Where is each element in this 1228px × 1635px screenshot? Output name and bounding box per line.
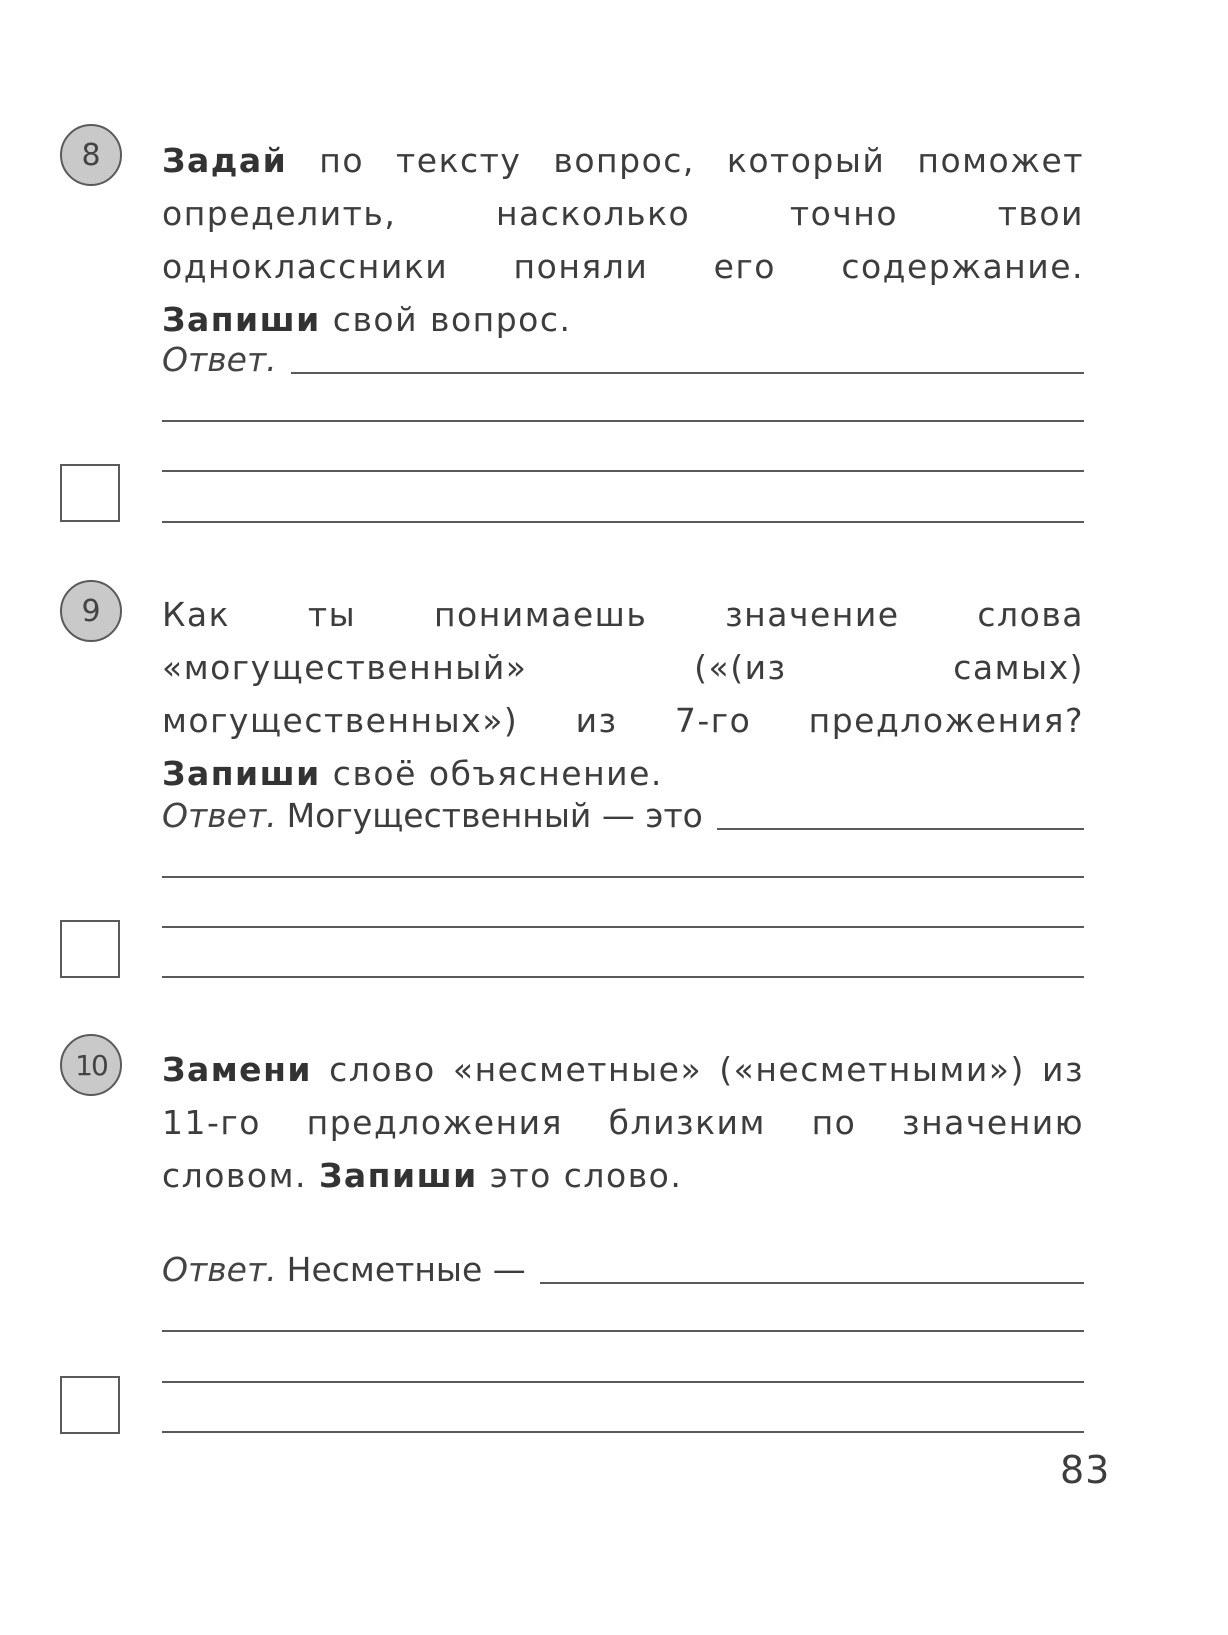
answer-prefix: Несметные — [286, 1250, 526, 1289]
answer-write-line[interactable] [162, 420, 1084, 422]
answer-label: Ответ. [162, 1250, 277, 1289]
page-number: 83 [1060, 1448, 1111, 1492]
task-instruction [162, 588, 1084, 800]
instruction-text: свой вопрос. [320, 300, 572, 339]
score-box[interactable] [60, 464, 120, 522]
score-box[interactable] [60, 920, 120, 978]
task-number-badge: 9 [60, 580, 122, 642]
instruction-text: это слово. [477, 1156, 683, 1195]
instruction-text: слово «несметные» («несметными») из 11-го предложения близким по значению словом. [162, 1050, 1084, 1195]
instruction-bold: Запиши [162, 754, 321, 793]
answer-write-line[interactable] [162, 976, 1084, 978]
task-number-badge: 10 [60, 1034, 122, 1096]
answer-first-line[interactable] [162, 1246, 1084, 1290]
instruction-text: своё объяснение. [320, 754, 663, 793]
answer-write-line[interactable] [162, 926, 1084, 928]
answer-label: Ответ. [162, 796, 277, 835]
score-box[interactable] [60, 1376, 120, 1434]
answer-prefix: Могущественный — это [286, 796, 703, 835]
answer-write-line[interactable] [162, 1330, 1084, 1332]
answer-first-line[interactable] [162, 792, 1084, 836]
answer-write-line[interactable] [162, 470, 1084, 472]
answer-write-line[interactable] [162, 1381, 1084, 1383]
instruction-bold: Запиши [162, 300, 321, 339]
task-instruction [162, 1043, 1084, 1202]
task-instruction [162, 134, 1084, 346]
answer-write-line[interactable] [717, 828, 1084, 830]
answer-write-line[interactable] [162, 521, 1084, 523]
answer-write-line[interactable] [540, 1282, 1084, 1284]
answer-write-line[interactable] [162, 876, 1084, 878]
instruction-text: по тексту вопрос, который поможет определить, насколько точно твои одноклассники поняли его содержание. [162, 141, 1084, 286]
instruction-text: Как ты понимаешь значение слова «могущественный» («(из самых) могущественных») из 7-го предложения? [162, 595, 1084, 740]
answer-write-line[interactable] [291, 372, 1084, 374]
answer-write-line[interactable] [162, 1431, 1084, 1433]
task-number-badge: 8 [60, 124, 122, 186]
answer-first-line[interactable] [162, 336, 1084, 380]
instruction-bold: Замени [162, 1050, 312, 1089]
instruction-bold: Задай [162, 141, 288, 180]
answer-label: Ответ. [162, 340, 277, 379]
instruction-bold: Запиши [318, 1156, 478, 1195]
